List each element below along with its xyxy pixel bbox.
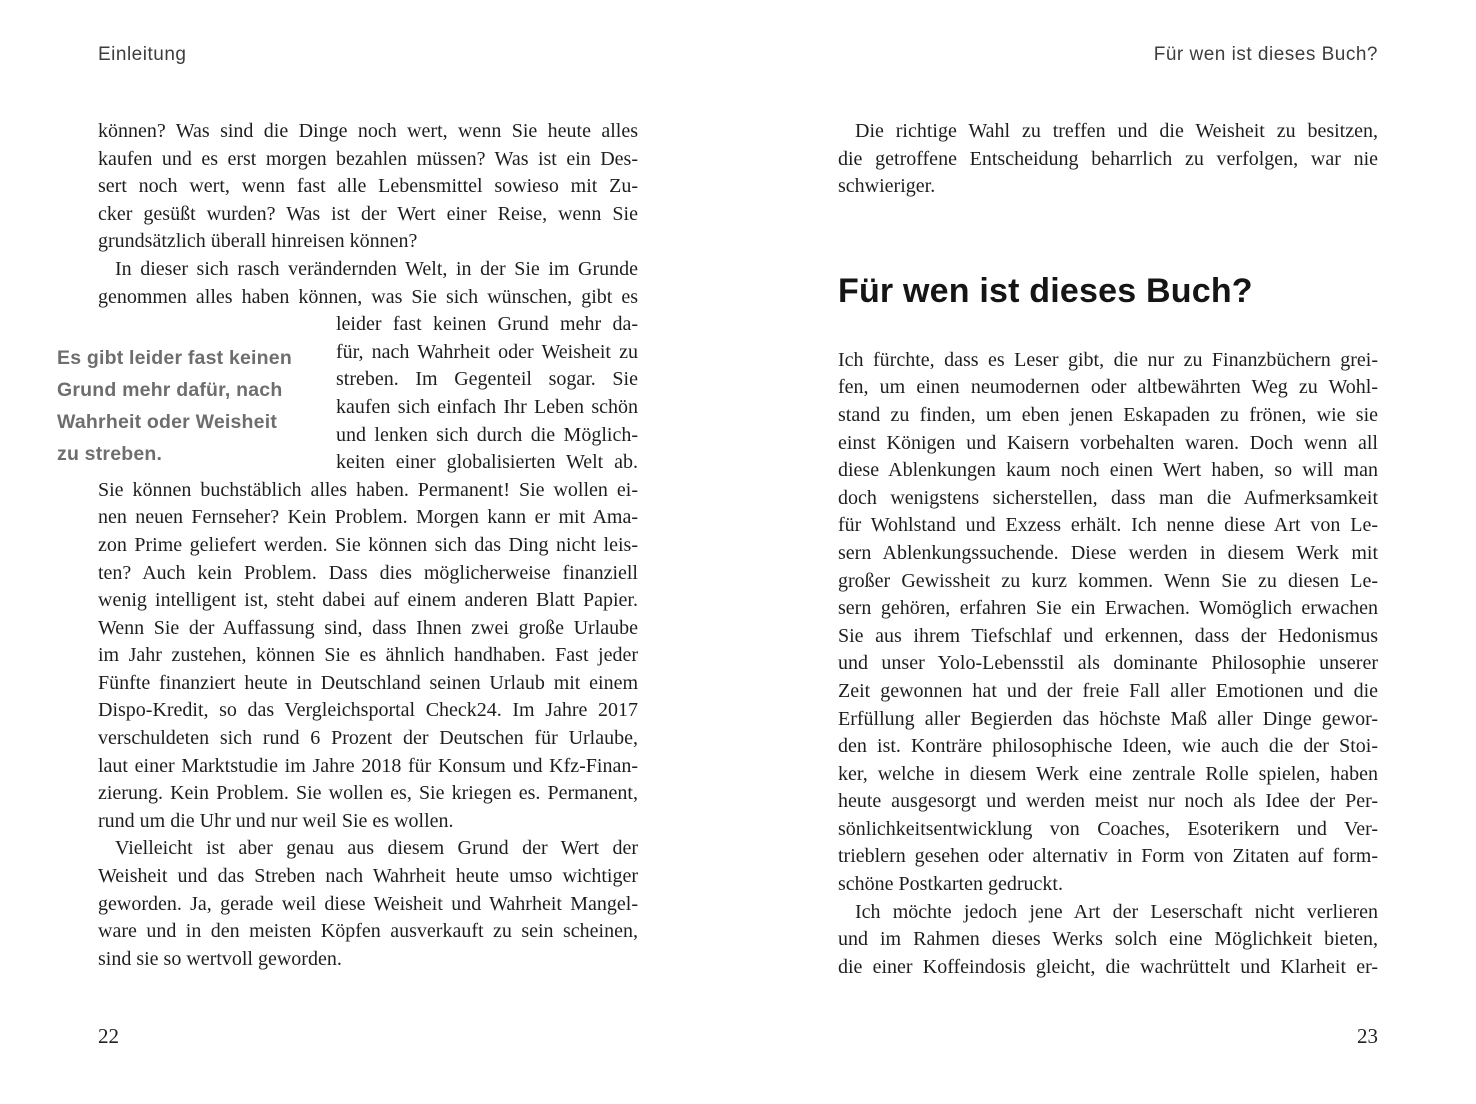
text-line: doch wenigstens sicherstellen, dass man die Aufmerksamkeit bbox=[838, 486, 1378, 509]
text-line: sert noch wert, wenn fast alle Lebensmittel sowieso mit Zu- bbox=[98, 175, 638, 198]
text-line: Sie aus ihrem Tiefschlaf und erkennen, dass der Hedonismus bbox=[838, 624, 1378, 647]
paragraph-intro bbox=[838, 118, 1378, 201]
text-line: sern Ablenkungssuchende. Diese werden in diesem Werk mit bbox=[838, 541, 1378, 564]
text-line: ten? Auch kein Problem. Dass dies möglicherweise finanziell bbox=[98, 561, 638, 584]
text-line: Weisheit und das Streben nach Wahrheit heute umso wichtiger bbox=[98, 865, 638, 888]
right-page-body bbox=[838, 118, 1378, 981]
text-line: und unser Yolo-Lebensstil als dominante Philosophie unserer bbox=[838, 652, 1378, 675]
left-page-body bbox=[57, 118, 638, 973]
left-page bbox=[57, 43, 638, 1083]
text-line: den ist. Konträre philosophische Ideen, wie auch die der Stoi- bbox=[838, 735, 1378, 758]
text-line: stand zu finden, um eben jenen Eskapaden zu frönen, wie sie bbox=[838, 403, 1378, 426]
paragraph-2-wrapped bbox=[336, 311, 638, 477]
text-line: für, nach Wahrheit oder Weisheit zu bbox=[336, 340, 638, 363]
text-line: für Wohlstand und Exzess erhält. Ich nenne diese Art von Le- bbox=[838, 514, 1378, 537]
text-line: Wenn Sie der Auffassung sind, dass Ihnen zwei große Urlaube bbox=[98, 616, 638, 639]
text-line: diese Ablenkungen kaum noch einen Wert haben, so will man bbox=[838, 459, 1378, 482]
section-heading: Für wen ist dieses Buch? bbox=[838, 271, 1253, 310]
text-line: In dieser sich rasch verändernden Welt, in der Sie im Grunde bbox=[115, 257, 638, 280]
text-line: keiten einer globalisierten Welt ab. bbox=[336, 451, 638, 474]
text-line: geworden. Ja, gerade weil diese Weisheit und Wahrheit Mangel- bbox=[98, 892, 638, 915]
text-line: sern gehören, erfahren Sie ein Erwachen. Womöglich erwachen bbox=[838, 597, 1378, 620]
text-line: zierung. Kein Problem. Sie wollen es, Sie kriegen es. Permanent, bbox=[98, 782, 638, 805]
text-line: ker, welche in diesem Werk eine zentrale Rolle spielen, haben bbox=[838, 762, 1378, 785]
text-line: Ich möchte jedoch jene Art der Leserschaft nicht verlieren bbox=[855, 900, 1378, 923]
text-line: die getroffene Entscheidung beharrlich zu verfolgen, war nie bbox=[838, 147, 1378, 170]
paragraph-main bbox=[838, 347, 1378, 899]
text-line: genommen alles haben können, was Sie sich wünschen, gibt es bbox=[98, 285, 638, 308]
text-line: schöne Postkarten gedruckt. bbox=[838, 873, 1063, 896]
text-line: wenig intelligent ist, steht dabei auf einem anderen Blatt Papier. bbox=[98, 589, 638, 612]
text-line: und im Rahmen dieses Werks solch eine Möglichkeit bieten, bbox=[838, 928, 1378, 951]
text-line: Fünfte finanziert heute in Deutschland seinen Urlaub mit einem bbox=[98, 671, 638, 694]
text-line: rund um die Uhr und nur weil Sie es wollen. bbox=[98, 809, 454, 832]
text-line: leider fast keinen Grund mehr da- bbox=[336, 313, 638, 336]
text-line: Die richtige Wahl zu treffen und die Weisheit zu besitzen, bbox=[855, 120, 1378, 142]
text-line: laut einer Marktstudie im Jahre 2018 für Konsum und Kfz-Finan- bbox=[98, 754, 638, 777]
right-page bbox=[838, 43, 1378, 1083]
text-line: im Jahr zustehen, können Sie es ähnlich handhaben. Fast jeder bbox=[98, 644, 638, 667]
pull-quote bbox=[57, 342, 335, 470]
text-line: kaufen sich einfach Ihr Leben schön bbox=[336, 395, 638, 418]
text-line: schwieriger. bbox=[838, 175, 936, 198]
paragraph-closing bbox=[838, 899, 1378, 982]
pull-quote-zone bbox=[57, 311, 638, 477]
running-head-right: Für wen ist dieses Buch? bbox=[1153, 44, 1378, 65]
text-line: Dispo-Kredit, so das Vergleichsportal Check24. Im Jahre 2017 bbox=[98, 699, 638, 722]
text-line: Grund mehr dafür, nach bbox=[57, 379, 283, 402]
text-line: streben. Im Gegenteil sogar. Sie bbox=[336, 368, 638, 391]
text-line: sind sie so wertvoll geworden. bbox=[98, 947, 342, 970]
text-line: zu streben. bbox=[57, 443, 163, 466]
text-line: heute ausgesorgt und werden meist nur noch als Idee der Per- bbox=[838, 790, 1378, 813]
paragraph-2-top bbox=[98, 256, 638, 311]
text-line: sönlichkeitsentwicklung von Coaches, Esoterikern und Ver- bbox=[838, 817, 1378, 840]
text-line: Zeit gewonnen hat und der freie Fall aller Emotionen und die bbox=[838, 679, 1378, 702]
paragraph-3 bbox=[98, 835, 638, 973]
text-line: grundsätzlich überall hinreisen können? bbox=[98, 230, 418, 253]
text-line: verschuldeten sich rund 6 Prozent der Deutschen für Urlaube, bbox=[98, 727, 638, 750]
text-line: Ich fürchte, dass es Leser gibt, die nur zu Finanzbüchern grei- bbox=[838, 348, 1378, 371]
text-line: zon Prime geliefert werden. Sie können sich das Ding nicht leis- bbox=[98, 533, 638, 556]
text-line: Wahrheit oder Weisheit bbox=[57, 411, 278, 434]
paragraph-2-rest bbox=[98, 477, 638, 836]
page-number-right: 23 bbox=[1357, 1024, 1378, 1048]
page-number-left: 22 bbox=[98, 1024, 119, 1048]
text-line: Vielleicht ist aber genau aus diesem Grund der Wert der bbox=[115, 837, 638, 860]
text-line: Erfüllung aller Begierden das höchste Maß aller Dinge gewor- bbox=[838, 707, 1378, 730]
text-line: einst Königen und Kaisern vorbehalten waren. Doch wenn all bbox=[838, 431, 1378, 454]
text-line: großer Gewissheit zu kurz kommen. Wenn Sie zu diesen Le- bbox=[838, 569, 1378, 592]
paragraph-continuation bbox=[98, 118, 638, 256]
text-line: trieblern gesehen oder alternativ in Form von Zitaten auf form- bbox=[838, 845, 1378, 868]
text-line: kaufen und es erst morgen bezahlen müssen? Was ist ein Des- bbox=[98, 147, 638, 170]
text-line: und lenken sich durch die Möglich- bbox=[336, 423, 638, 446]
text-line: fen, um einen neumodernen oder altbewährten Weg zu Wohl- bbox=[838, 376, 1378, 399]
text-line: nen neuen Fernseher? Kein Problem. Morgen kann er mit Ama- bbox=[98, 506, 638, 529]
text-line: die einer Koffeindosis gleicht, die wachrüttelt und Klarheit er- bbox=[838, 955, 1378, 978]
running-head-left: Einleitung bbox=[98, 44, 187, 65]
text-line: Es gibt leider fast keinen bbox=[57, 347, 292, 370]
text-line: cker gesüßt wurden? Was ist der Wert einer Reise, wenn Sie bbox=[98, 202, 638, 225]
text-line: ware und in den meisten Köpfen ausverkauft zu sein scheinen, bbox=[98, 920, 638, 943]
text-line: können? Was sind die Dinge noch wert, wenn Sie heute alles bbox=[98, 120, 638, 142]
text-line: Sie können buchstäblich alles haben. Permanent! Sie wollen ei- bbox=[98, 478, 638, 501]
